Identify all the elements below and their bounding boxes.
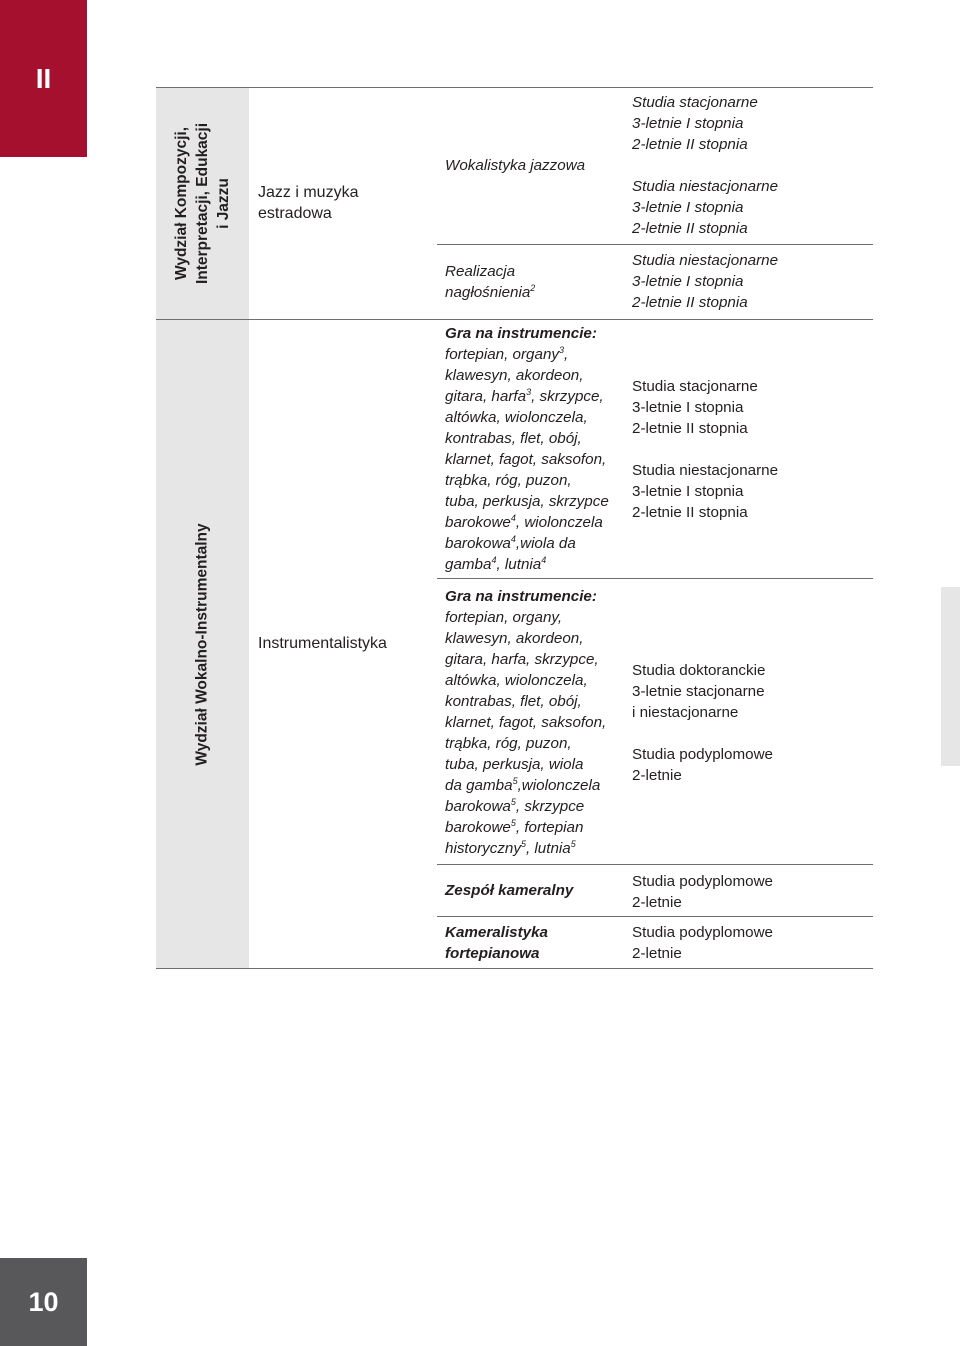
table-rule	[437, 916, 873, 917]
department-instrumental: Instrumentalistyka	[258, 635, 387, 652]
study-mode-instrument-2: Studia doktoranckie 3-letnie stacjonarne i niestacjonarne Studia podyplomowe 2-letnie	[632, 662, 773, 784]
study-mode-instrument-1: Studia stacjonarne 3-letnie I stopnia 2-letnie II stopnia Studia niestacjonarne 3-letnie I stopnia 2-letnie II stopnia	[632, 378, 779, 521]
faculty-cell-composition	[156, 87, 249, 319]
table-rule-faculty	[156, 319, 873, 320]
specialization-chamber: Zespół kameralny	[445, 882, 574, 899]
chapter-tab	[0, 0, 87, 157]
faculty-cell-vocal-instrumental	[156, 320, 249, 969]
specialization-vocal-jazz: Wokalistyka jazzowa	[445, 157, 586, 174]
faculty-name-vocal-instrumental: Wydział Wokalno-Instrumentalny	[194, 523, 212, 766]
specialization-instrument-2: Gra na instrumencie: fortepian, organy, klawesyn, akordeon, gitara, harfa, skrzypce, altówka, wiolonczela, kontrabas, flet, obój, klarnet, fagot, saksofon, trąbka, róg, puzon, tuba, perkusja, wiola da gamba$^5$,wiolonczela barokowa$^5$, skrzypce barokowe$^5$, fortepian historyczny$^5$, lutnia$^5$	[445, 588, 607, 857]
table-rule-bottom	[156, 968, 873, 969]
specialization-sound: Realizacja nagłośnienia$^2$	[445, 263, 536, 301]
study-mode-vocal-jazz: Studia stacjonarne 3-letnie I stopnia 2-letnie II stopnia Studia niestacjonarne 3-letnie I stopnia 2-letnie II stopnia	[632, 94, 779, 237]
table-rule	[437, 578, 873, 579]
table-rule-top	[156, 87, 873, 88]
study-mode-sound: Studia niestacjonarne 3-letnie I stopnia 2-letnie II stopnia	[632, 252, 779, 311]
study-mode-chamber: Studia podyplomowe 2-letnie	[632, 873, 773, 911]
page-number-box	[0, 1258, 87, 1346]
page-number: 10	[28, 1286, 59, 1317]
department-jazz: Jazz i muzyka estradowa	[258, 184, 359, 222]
chapter-number: II	[35, 62, 52, 94]
table-rule	[437, 244, 873, 245]
edge-marker	[941, 587, 960, 766]
specialization-instrument-1: Gra na instrumencie: fortepian, organy$^3$, klawesyn, akordeon, gitara, harfa$^3$, skrzypce, altówka, wiolonczela, kontrabas, flet, obój, klarnet, fagot, saksofon, trąbka, róg, puzon, tuba, perkusja, skrzypce barokowe$^4$, wiolonczela barokowa$^4$,wiola da gamba$^4$, lutnia$^4$	[445, 325, 609, 573]
specialization-piano-chamber: Kameralistyka fortepianowa	[445, 924, 549, 962]
faculty-name-composition: Wydział Kompozycji, Interpretacji, Edukacji i Jazzu	[173, 122, 232, 284]
table-rule	[437, 864, 873, 865]
study-mode-piano-chamber: Studia podyplomowe 2-letnie	[632, 924, 773, 962]
